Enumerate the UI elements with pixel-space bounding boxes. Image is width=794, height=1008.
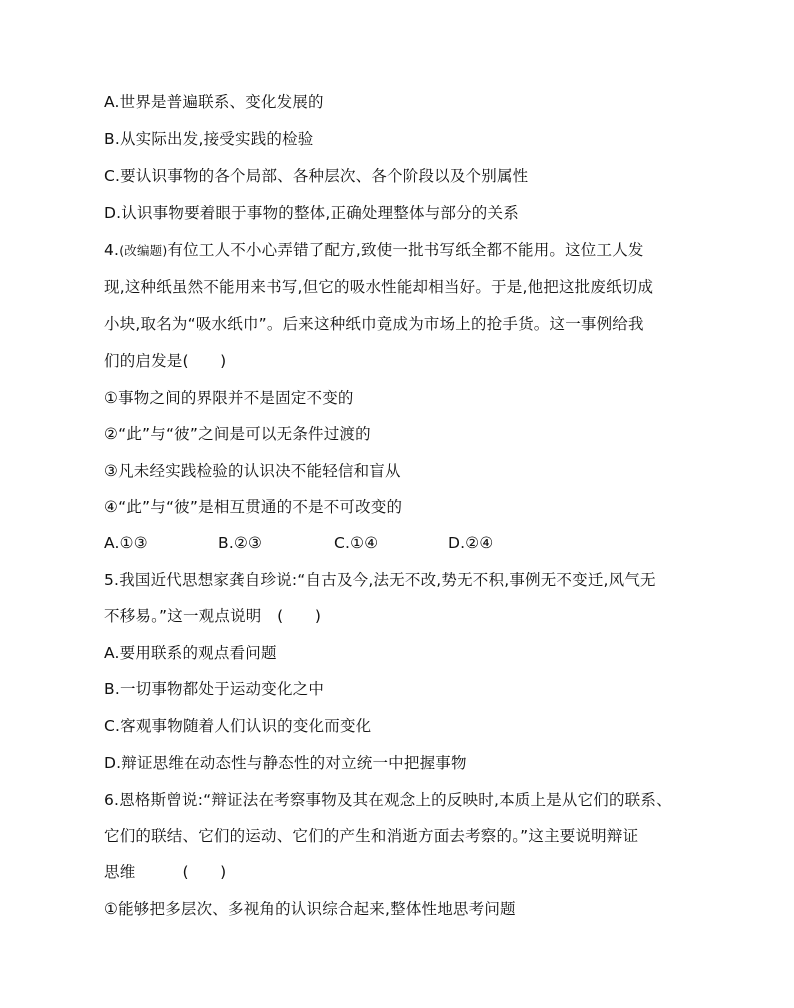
q4-stem-line-4: 们的启发是( ) [104,352,227,370]
q5-option-d: D.辩证思维在动态性与静态性的对立统一中把握事物 [104,754,467,772]
q4-number: 4. [104,241,120,259]
q4-choice-d: D.②④ [448,534,494,552]
q4-source-tag: (改编题) [119,243,168,258]
q4-stem-line-1 [104,240,644,261]
q6-stem-line-3: 思维 ( ) [104,863,227,881]
q4-statement-3: ③凡未经实践检验的认识决不能轻信和盲从 [104,462,401,480]
q4-choice-b: B.②③ [218,534,263,552]
q5-option-b: B.一切事物都处于运动变化之中 [104,680,325,698]
q4-statement-1: ①事物之间的界限并不是固定不变的 [104,389,354,407]
q4-choices [104,533,493,553]
q5-stem-line-1: 5.我国近代思想家龚自珍说:“自古及今,法无不改,势无不积,事例无不变迁,风气无 [104,571,656,589]
q4-stem-line-3: 小块,取名为“吸水纸巾”。后来这种纸巾竟成为市场上的抢手货。这一事例给我 [104,315,644,333]
q6-stem-line-1: 6.恩格斯曾说:“辩证法在考察事物及其在观念上的反映时,本质上是从它们的联系、 [104,791,672,809]
q4-choice-a: A.①③ [104,534,148,552]
q3-option-c: C.要认识事物的各个局部、各种层次、各个阶段以及个别属性 [104,167,529,185]
q4-statement-4: ④“此”与“彼”是相互贯通的不是不可改变的 [104,498,403,516]
q4-stem-line-2: 现,这种纸虽然不能用来书写,但它的吸水性能却相当好。于是,他把这批废纸切成 [104,278,654,296]
q5-option-a: A.要用联系的观点看问题 [104,644,277,662]
q4-stem-text: 有位工人不小心弄错了配方,致使一批书写纸全都不能用。这位工人发 [167,241,644,259]
q5-option-c: C.客观事物随着人们认识的变化而变化 [104,717,372,735]
q6-stem-line-2: 它们的联结、它们的运动、它们的产生和消逝方面去考察的。”这主要说明辩证 [104,827,639,845]
q4-choice-c: C.①④ [334,534,379,552]
q3-option-b: B.从实际出发,接受实践的检验 [104,130,314,148]
q3-option-d: D.认识事物要着眼于事物的整体,正确处理整体与部分的关系 [104,204,519,222]
q5-stem-line-2: 不移易。”这一观点说明 ( ) [104,607,322,625]
q3-option-a: A.世界是普遍联系、变化发展的 [104,93,324,111]
q6-statement-1: ①能够把多层次、多视角的认识综合起来,整体性地思考问题 [104,900,516,918]
q4-statement-2: ②“此”与“彼”之间是可以无条件过渡的 [104,425,371,443]
